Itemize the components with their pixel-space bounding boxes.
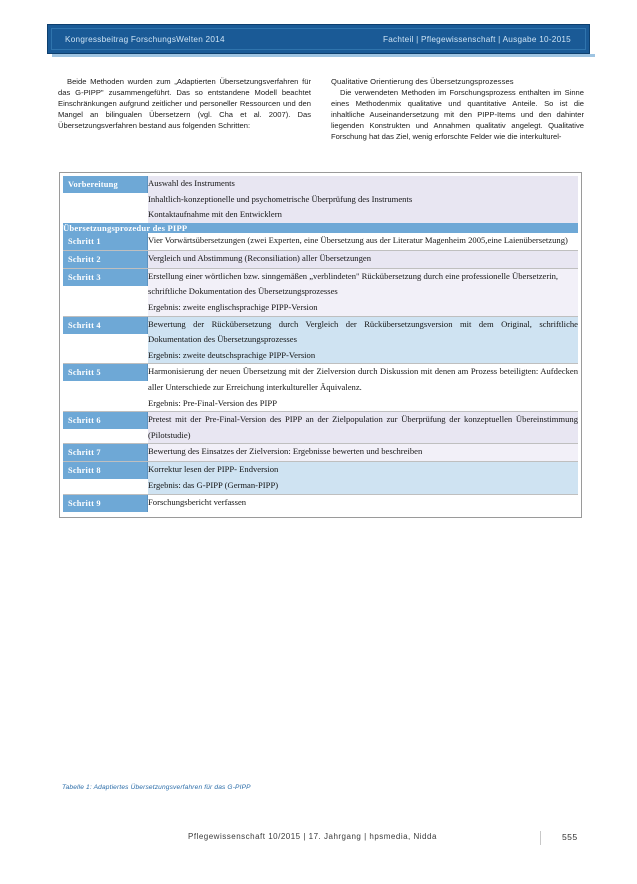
table-row-label-cell [63,495,148,512]
table-row-content-cell [148,364,578,411]
row-line: Ergebnis: zweite deutschsprachige PIPP-Version [148,349,316,360]
table-row-content-cell [148,444,578,461]
right-column-subheading: Qualitative Orientierung des Übersetzungsprozesses [331,77,514,86]
table-row-label-cell [63,176,148,223]
header-drop-shadow [52,54,595,57]
table-row [63,495,578,512]
row-line: Kontaktaufnahme mit den Entwicklern [148,209,282,220]
table-row [63,412,578,443]
row-label-schritt-3: Schritt 3 [63,269,148,286]
row-line: Korrektur lesen der PIPP- Endversion [148,464,279,475]
table-row [63,269,578,316]
row-line: Erstellung einer wörtlichen bzw. sinngemäßen „verblindeten" Rückübersetzung durch eine professionelle Übersetzerin, [148,270,559,281]
table-row [63,176,578,223]
table-row-label-cell [63,233,148,250]
row-line: Ergebnis: das G-PIPP (German-PIPP) [148,479,279,490]
table-row [63,317,578,364]
table-row-label-cell [63,462,148,493]
row-label-schritt-5: Schritt 5 [63,364,148,381]
table-row [63,233,578,250]
table-row-label-cell [63,251,148,268]
row-label-schritt-2: Schritt 2 [63,251,148,268]
row-label-schritt-9: Schritt 9 [63,495,148,512]
page-header-banner [47,24,590,54]
right-text-column [331,76,584,143]
footer-divider [540,831,541,845]
row-label-schritt-6: Schritt 6 [63,412,148,429]
row-line: schriftliche Dokumentation des Übersetzungsprozesses [148,286,338,297]
header-congress-title: Kongressbeitrag ForschungsWelten 2014 [65,34,225,44]
left-column-paragraph: Beide Methoden wurden zum „Adaptierten Übersetzungsverfahren für das G-PIPP" zusammengeführt. Das so entstandene Modell beachtet Einschränkungen aufgrund zeitlicher und personeller Ressourcen und den Mangel an bilingualen Übersetzern (vgl. Cha et al. 2007). Das Übersetzungsverfahren bestand aus folgenden Schritten: [58,77,311,131]
row-line: Bewertung der Rückübersetzung durch Vergleich der Rückübersetzungsversion mit dem Original, schriftliche Dokumentation des Übersetzungsprozesses [148,318,578,345]
row-label-vorbereitung: Vorbereitung [63,176,148,193]
table-row-label-cell [63,412,148,443]
body-text-columns [58,76,585,143]
table-row-label-cell [63,269,148,316]
table-row-content-cell [148,412,578,443]
footer-journal-info: Pflegewissenschaft 10/2015 | 17. Jahrgang | hpsmedia, Nidda [188,832,437,841]
row-line: Ergebnis: zweite englischsprachige PIPP-Version [148,301,318,312]
table-row-content-cell [148,233,578,250]
table-row-content-cell [148,317,578,364]
row-line: Bewertung des Einsatzes der Zielversion: Ergebnisse bewerten und beschreiben [148,446,423,457]
page-header-inner-frame [51,28,586,50]
table-row [63,251,578,268]
row-label-schritt-8: Schritt 8 [63,462,148,479]
row-line: Harmonisierung der neuen Übersetzung mit der Zielversion durch Diskussion mit denen am Prozess beteiligten: Aufdecken aller Unterschiede zur Erreichung interkultureller Äquivalenz. [148,366,578,392]
table-row-label-cell [63,317,148,364]
row-line: Pretest mit der Pre-Final-Version des PIPP an der Zielpopulation zur Überprüfung der konzeptuellen Übereinstimmung (Pilotstudie) [148,414,578,440]
table-section-banner-label: Übersetzungsprozedur des PIPP [63,223,578,233]
row-label-schritt-7: Schritt 7 [63,444,148,461]
table-row-label-cell [63,364,148,411]
table-row-content-cell [148,462,578,493]
table-row-content-cell [148,495,578,512]
row-line: Forschungsbericht verfassen [148,496,247,507]
row-line: Vier Vorwärtsübersetzungen (zwei Experten, eine Übersetzung aus der Literatur Magenheim 2005,eine Laienübersetzung) [148,234,568,245]
table-row-label-cell [63,444,148,461]
row-line: Vergleich und Abstimmung (Reconsiliation) aller Übersetzungen [148,252,371,263]
table-section-banner-row [63,223,578,233]
footer-page-number: 555 [562,832,578,842]
row-line: Auswahl des Instruments [148,178,235,188]
row-line: Inhaltlich-konzeptionelle und psychometrische Überprüfung des Instruments [148,193,413,204]
table-row-content-cell [148,269,578,316]
page-footer [0,832,637,852]
table-row-content-cell [148,251,578,268]
translation-procedure-table-container [59,172,582,518]
row-label-schritt-1: Schritt 1 [63,233,148,250]
left-text-column [58,76,311,143]
translation-procedure-table [63,176,578,512]
table-row-content-cell [148,176,578,223]
table-row [63,364,578,411]
table-row [63,444,578,461]
table-row [63,462,578,493]
row-label-schritt-4: Schritt 4 [63,317,148,334]
table-caption: Tabelle 1: Adaptiertes Übersetzungsverfahren für das G-PIPP [62,784,251,791]
row-line: Ergebnis: Pre-Final-Version des PIPP [148,397,277,408]
header-journal-issue: Fachteil | Pflegewissenschaft | Ausgabe 10-2015 [382,34,571,44]
right-column-paragraph: Die verwendeten Methoden im Forschungsprozess enthalten im Sinne eines Methodenmix qualitative und quantitative Anteile. So ist die inhaltliche Auseinandersetzung mit den PIPP-Items und den dahinter liegenden Konstrukten und Annahmen qualitativ angelegt. Qualitative Forschung hat das Ziel, wenig erforschte Felder wie die interkulturel- [331,88,584,142]
